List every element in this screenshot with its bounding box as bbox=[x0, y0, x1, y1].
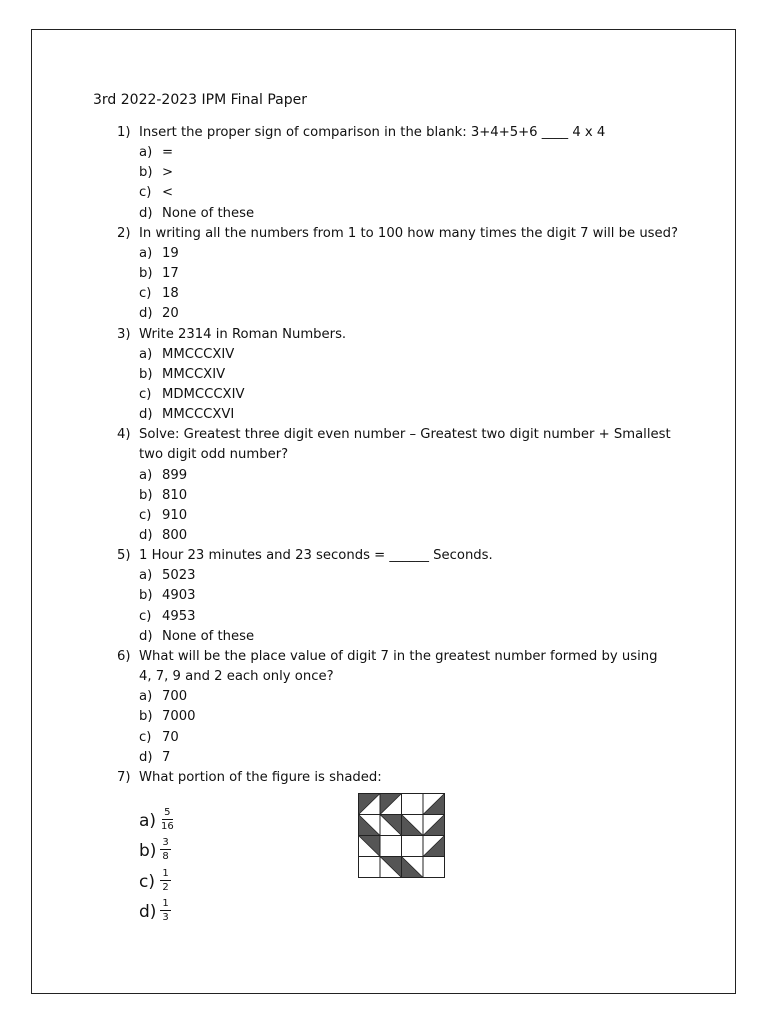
question-number: 2) bbox=[117, 225, 131, 241]
grid-cell bbox=[402, 794, 424, 815]
option-letter: c) bbox=[139, 729, 152, 745]
option-text: 910 bbox=[162, 507, 188, 523]
option-letter: b) bbox=[139, 709, 153, 725]
question-text: What will be the place value of digit 7 in the greatest number formed by using bbox=[139, 648, 658, 664]
fraction-numerator: 3 bbox=[162, 837, 169, 848]
question-number: 6) bbox=[117, 648, 131, 664]
option-text: 800 bbox=[162, 528, 188, 543]
option-text: MDMCCCXIV bbox=[162, 386, 245, 402]
option-letter: c) bbox=[139, 386, 152, 402]
option-letter: a) bbox=[139, 145, 153, 161]
grid-cell bbox=[423, 857, 445, 878]
grid-cell bbox=[380, 836, 402, 857]
option-text: < bbox=[162, 185, 174, 201]
shaded-grid-figure bbox=[358, 793, 446, 879]
fraction-option-letter: c) bbox=[139, 872, 155, 892]
fraction-option-letter: b) bbox=[139, 841, 157, 861]
fraction-numerator: 5 bbox=[164, 807, 171, 818]
option-text: 810 bbox=[162, 487, 188, 503]
option-letter: b) bbox=[139, 165, 153, 181]
question-number: 5) bbox=[117, 548, 131, 564]
question-text: Solve: Greatest three digit even number – Greatest two digit number + Smallest bbox=[139, 427, 671, 443]
option-text: 899 bbox=[162, 467, 188, 483]
option-letter: a) bbox=[139, 245, 153, 261]
option-letter: b) bbox=[139, 588, 153, 604]
grid-cell bbox=[402, 836, 424, 857]
question-text: 4, 7, 9 and 2 each only once? bbox=[139, 669, 334, 685]
fraction-denominator: 8 bbox=[162, 851, 169, 862]
option-letter: d) bbox=[139, 205, 153, 221]
question-number: 4) bbox=[117, 427, 131, 443]
option-text: None of these bbox=[162, 628, 255, 644]
fraction-bar bbox=[160, 910, 171, 911]
fraction-bar bbox=[160, 849, 171, 850]
fraction-bar bbox=[160, 880, 171, 881]
option-letter: a) bbox=[139, 568, 153, 584]
option-text: 4903 bbox=[162, 588, 196, 604]
question-text: In writing all the numbers from 1 to 100 how many times the digit 7 will be used? bbox=[139, 225, 679, 241]
fraction-option-letter: d) bbox=[139, 902, 157, 922]
fraction-value bbox=[160, 837, 171, 862]
option-letter: a) bbox=[139, 467, 153, 483]
fraction-value bbox=[160, 868, 171, 893]
option-letter: b) bbox=[139, 366, 153, 382]
option-letter: d) bbox=[139, 528, 153, 543]
fraction-denominator: 2 bbox=[162, 882, 169, 893]
option-text: 70 bbox=[162, 729, 179, 745]
option-text: 7 bbox=[162, 749, 171, 765]
option-text: > bbox=[162, 165, 174, 181]
question-text: 1 Hour 23 minutes and 23 seconds = ______ Seconds. bbox=[139, 548, 493, 564]
option-text: = bbox=[162, 145, 174, 161]
option-letter: c) bbox=[139, 185, 152, 201]
option-text: 19 bbox=[162, 245, 179, 261]
option-letter: c) bbox=[139, 507, 152, 523]
fraction-denominator: 16 bbox=[161, 821, 174, 832]
option-letter: a) bbox=[139, 689, 153, 705]
option-text: 700 bbox=[162, 689, 188, 705]
fraction-numerator: 1 bbox=[162, 868, 169, 879]
option-text: 17 bbox=[162, 266, 179, 282]
option-text: MMCCXIV bbox=[162, 366, 226, 382]
question-number: 1) bbox=[117, 125, 131, 140]
fraction-bar bbox=[162, 819, 173, 820]
option-letter: b) bbox=[139, 487, 153, 503]
fraction-denominator: 3 bbox=[162, 912, 169, 923]
option-letter: d) bbox=[139, 306, 153, 322]
fraction-option-letter: a) bbox=[139, 811, 157, 831]
paper-title: 3rd 2022-2023 IPM Final Paper bbox=[93, 92, 307, 108]
option-letter: d) bbox=[139, 749, 153, 765]
option-text: 4953 bbox=[162, 608, 196, 624]
option-letter: b) bbox=[139, 266, 153, 282]
question-text: Insert the proper sign of comparison in the blank: 3+4+5+6 ____ 4 x 4 bbox=[139, 125, 606, 140]
option-text: 18 bbox=[162, 286, 179, 302]
question-number: 3) bbox=[117, 326, 131, 342]
option-letter: c) bbox=[139, 608, 152, 624]
grid-cell bbox=[359, 857, 381, 878]
option-text: 20 bbox=[162, 306, 179, 322]
option-letter: d) bbox=[139, 628, 153, 644]
option-text: 5023 bbox=[162, 568, 196, 584]
option-text: None of these bbox=[162, 205, 255, 221]
option-letter: d) bbox=[139, 407, 153, 423]
option-letter: a) bbox=[139, 346, 153, 362]
question-text: Write 2314 in Roman Numbers. bbox=[139, 326, 347, 342]
question-number: 7) bbox=[117, 769, 131, 785]
fraction-value bbox=[160, 807, 175, 832]
option-text: MMCCCXIV bbox=[162, 346, 235, 362]
option-text: MMCCCXVI bbox=[162, 407, 235, 423]
question-text: two digit odd number? bbox=[139, 447, 289, 463]
option-letter: c) bbox=[139, 286, 152, 302]
option-text: 7000 bbox=[162, 709, 196, 725]
question-text: What portion of the figure is shaded: bbox=[139, 769, 382, 785]
fraction-value bbox=[160, 898, 171, 923]
fraction-numerator: 1 bbox=[162, 898, 169, 909]
